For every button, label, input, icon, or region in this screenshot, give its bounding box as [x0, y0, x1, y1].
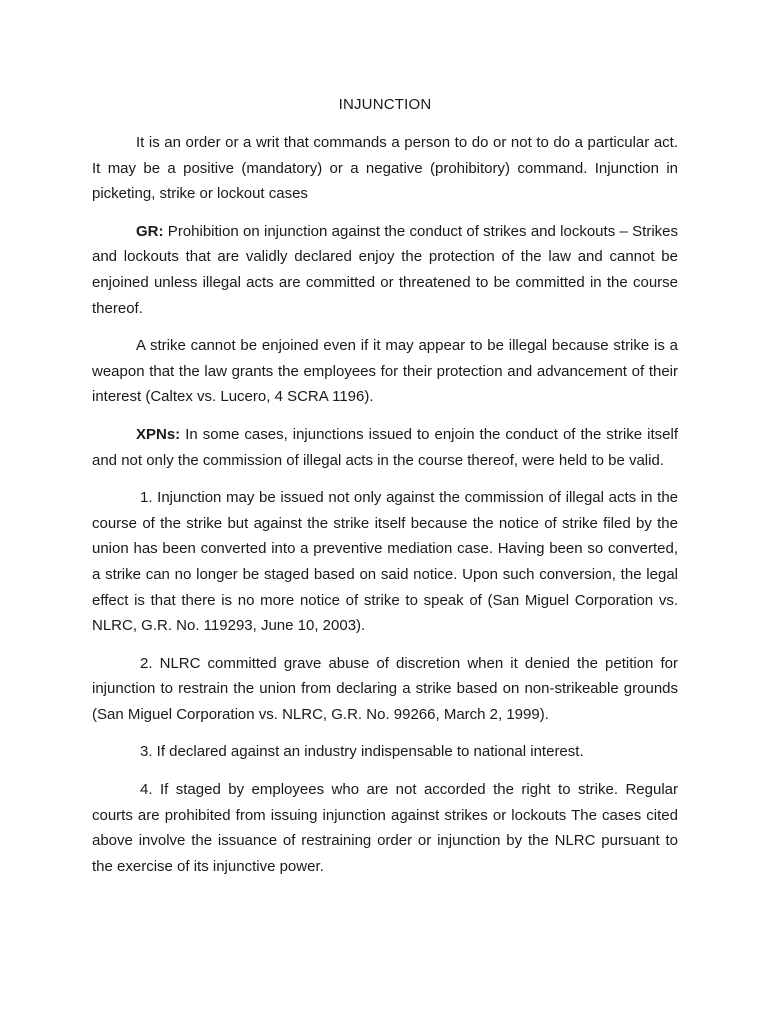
definition-paragraph: It is an order or a writ that commands a person to do or not to do a particular act. It may be a positive (mandatory) or a negative (prohibitory) command. Injunction in picketing, strike or lockout cases [92, 134, 678, 203]
exception-item-4: 4. If staged by employees who are not accorded the right to strike. Regular courts are prohibited from issuing injunction against strikes or lockouts The cases cited above involve the issuance of restraining order or injunction by the NLRC pursuant to the exercise of its injunctive power. [92, 781, 678, 875]
exceptions-paragraph [92, 422, 678, 473]
general-rule-text: Prohibition on injunction against the conduct of strikes and lockouts – Strikes and lockouts that are validly declared enjoy the protection of the law and cannot be enjoined unless illegal acts are committed or threatened to be committed in the course thereof. [92, 222, 678, 317]
strike-note-paragraph: A strike cannot be enjoined even if it may appear to be illegal because strike is a weapon that the law grants the employees for their protection and advancement of their interest (Caltex vs. Lucero, 4 SCRA 1196). [92, 337, 678, 406]
general-rule-label: GR: [136, 222, 164, 240]
document-body [92, 92, 678, 891]
document-title: INJUNCTION [338, 96, 432, 113]
exception-item-1: 1. Injunction may be issued not only against the commission of illegal acts in the course of the strike but against the strike itself because the notice of strike filed by the union has been converted into a preventive mediation case. Having been so converted, a strike can no longer be staged based on said notice. Upon such conversion, the legal effect is that there is no more notice of strike to speak of (San Miguel Corporation vs. NLRC, G.R. No. 119293, June 10, 2003). [92, 489, 678, 635]
exception-item-3: 3. If declared against an industry indispensable to national interest. [140, 743, 584, 761]
exceptions-text: In some cases, injunctions issued to enjoin the conduct of the strike itself and not only the commission of illegal acts in the course thereof, were held to be valid. [92, 425, 678, 469]
exception-item-2: 2. NLRC committed grave abuse of discretion when it denied the petition for injunction to restrain the union from declaring a strike based on non-strikeable grounds (San Miguel Corporation vs. NLRC, G.R. No. 99266, March 2, 1999). [92, 654, 678, 723]
general-rule-paragraph [92, 219, 678, 321]
exceptions-label: XPNs: [136, 425, 181, 443]
